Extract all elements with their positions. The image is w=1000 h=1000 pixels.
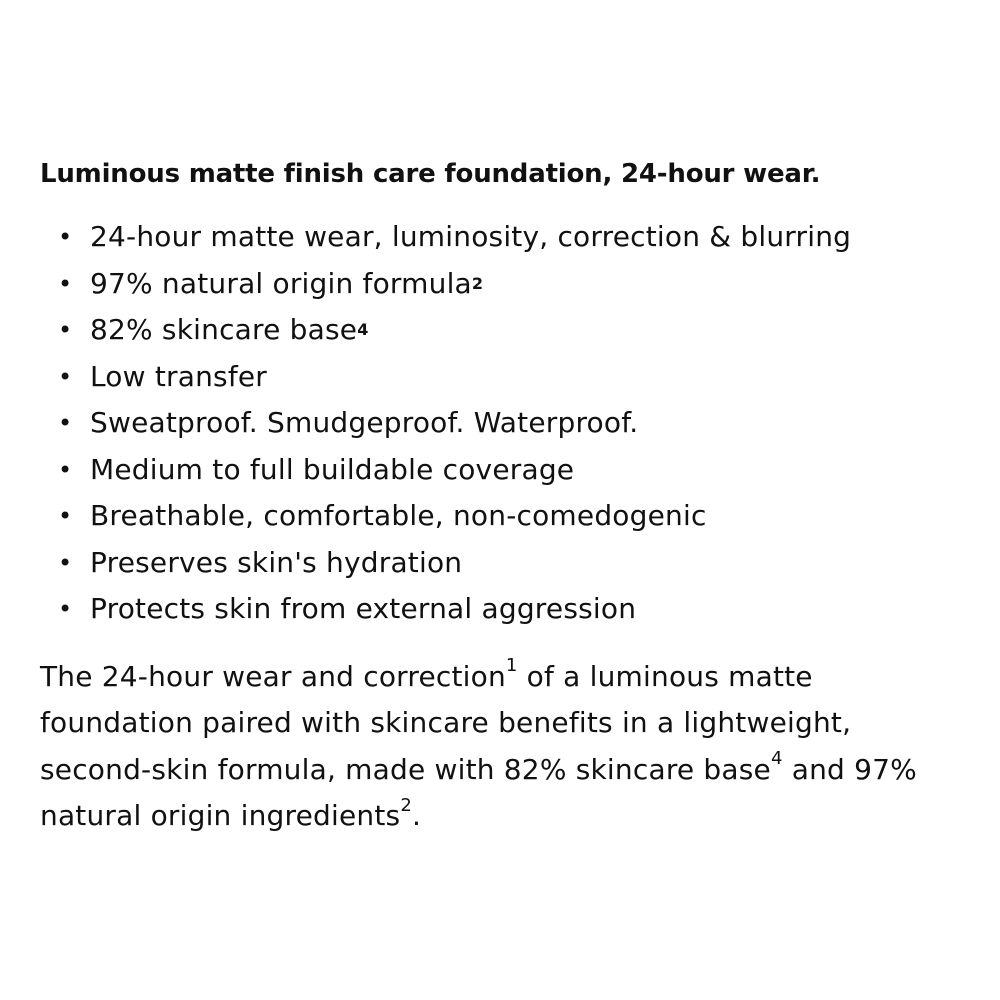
list-item-text: Protects skin from external aggression xyxy=(90,592,637,625)
list-item-text: 24-hour matte wear, luminosity, correction & blurring xyxy=(90,220,852,253)
list-item-text: Breathable, comfortable, non-comedogenic xyxy=(90,499,707,532)
description-text: The 24-hour wear and correction xyxy=(40,659,506,693)
list-item xyxy=(40,400,970,447)
description-text: . xyxy=(411,799,422,832)
footnote-marker: 4 xyxy=(357,320,369,339)
bullet-icon: • xyxy=(58,455,73,484)
description-text: of a luminous matte foundation paired with skincare benefits in a lightweight, second-skin formula, made with 82% skincare base xyxy=(40,659,852,786)
list-item-text: Low transfer xyxy=(90,359,268,393)
list-item xyxy=(40,307,970,354)
headline: Luminous matte finish care foundation, 24-hour wear. xyxy=(40,159,821,189)
list-item xyxy=(40,586,970,633)
bullet-icon: • xyxy=(58,223,73,251)
footnote-marker: 1 xyxy=(505,655,518,677)
list-item xyxy=(40,447,970,494)
list-item xyxy=(40,261,970,308)
bullet-icon: • xyxy=(58,269,73,298)
footnote-marker: 2 xyxy=(471,273,484,293)
bullet-icon: • xyxy=(58,409,73,437)
product-description xyxy=(40,152,970,840)
bullet-icon: • xyxy=(58,362,73,391)
list-item-text: Sweatproof. Smudgeproof. Waterproof. xyxy=(90,406,639,439)
description-paragraph xyxy=(40,654,970,840)
list-item xyxy=(40,354,970,401)
list-item xyxy=(40,540,970,587)
bullet-icon: • xyxy=(58,548,73,577)
list-item xyxy=(40,214,970,261)
footnote-marker: 2 xyxy=(400,794,412,816)
list-item-text: Preserves skin's hydration xyxy=(90,545,463,579)
feature-list xyxy=(40,214,970,633)
bullet-icon: • xyxy=(58,316,73,344)
list-item-text: Medium to full buildable coverage xyxy=(90,452,575,486)
list-item-text: 82% skincare base xyxy=(90,313,358,346)
footnote-marker: 4 xyxy=(770,748,783,770)
bullet-icon: • xyxy=(58,502,73,530)
list-item xyxy=(40,493,970,540)
list-item-text: 97% natural origin formula xyxy=(90,266,472,300)
description-text: and 97% natural origin ingredients xyxy=(40,752,917,832)
bullet-icon: • xyxy=(58,595,73,623)
